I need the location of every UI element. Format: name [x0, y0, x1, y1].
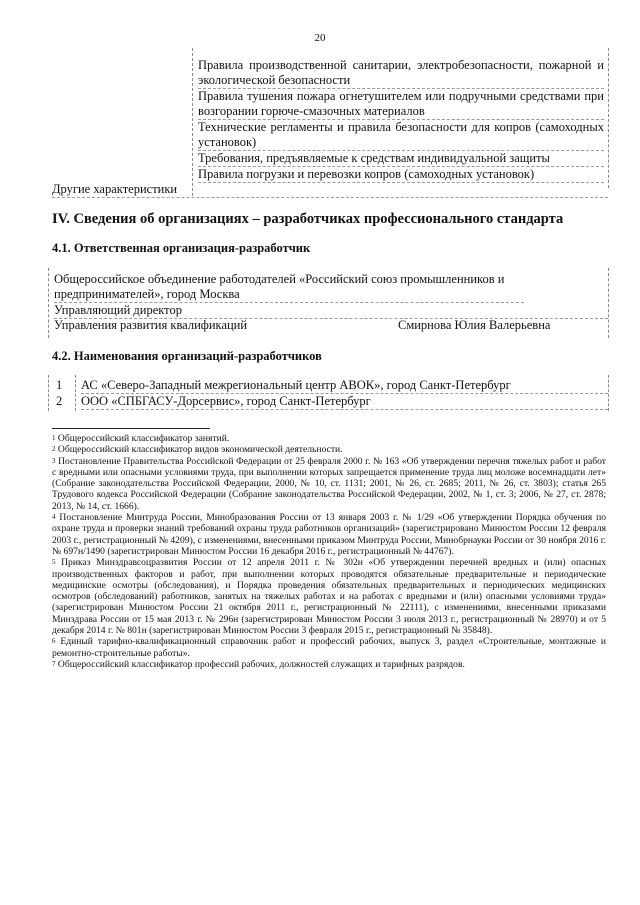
director-name: Смирнова Юлия Валерьевна	[398, 318, 551, 332]
subsection-42-title: 4.2. Наименования организаций-разработчиков	[52, 349, 322, 363]
table-row-value: Правила производственной санитарии, электробезопасности, пожарной и экологической безопасности	[198, 58, 604, 87]
footnote: $^5$ Приказ Минздравсоцразвития России от 12 апреля 2011 г. № 302н «Об утверждении перечней вредных и (или) опасных производственных факторов и работ, при выполнении которых проводятся обязательные предварительные и периодические медицинские осмотры (обследования), и Порядка проведения обязательных предварительных и периодических медицинских осмотров (обследований) работников, занятых на тяжелых работах и на работах с вредными и (или) опасными условиями труда» (зарегистрирован Минюстом России 21 октября 2011 г., регистрационный № 22111), с изменениями, внесенными приказами Минздрава России от 15 мая 2013 г. № 296н (зарегистрирован Минюстом России 3 июля 2013 г., регистрационный № 28970) и от 5 декабря 2014 г. № 801н (зарегистрирован Минюстом России 3 февраля 2015 г., регистрационный № 35848).	[52, 557, 606, 637]
footnote: $^2$ Общероссийский классификатор видов экономической деятельности.	[52, 444, 343, 456]
footnote: $^7$ Общероссийский классификатор профессий рабочих, должностей служащих и тарифных разрядов.	[52, 658, 465, 670]
footnote: $^3$ Постановление Правительства Российской Федерации от 25 февраля 2000 г. № 163 «Об утверждении перечня тяжелых работ и работ с вредными или опасными условиями труда, при выполнении которых запрещается применение труда лиц моложе восемнадцати лет» (Собрание законодательства Российской Федерации, 2000, № 10, ст. 1131; 2001, № 26, ст. 2685; 2011, № 26, ст. 3803); статья 265 Трудового кодекса Российской Федерации (Собрание законодательства Российской Федерации, 2002, № 1, ст. 3; 2006, № 27, ст. 2878; 2013, № 14, ст. 1666).	[52, 455, 606, 512]
footnotes	[52, 433, 606, 670]
footnote: $^4$ Постановление Минтруда России, Минобразования России от 13 января 2003 г. № 1/29 «Об утверждении Порядка обучения по охране труда и проверки знаний требований охраны труда работников организаций» (зарегистрировано Минюстом России 12 февраля 2003 г., регистрационный № 4209), с изменениями, внесенными приказом Минтруда России, Минобрнауки России от 30 ноября 2016 г. № 697н/1490 (зарегистрирован Минюстом России 16 декабря 2016 г., регистрационный № 44767).	[52, 512, 606, 557]
responsible-org-name: Общероссийское объединение работодателей «Российский союз промышленников и предпринимателей», город Москва	[54, 272, 524, 303]
director-position: Управляющий директор	[54, 303, 608, 319]
footnote-separator	[52, 428, 210, 429]
org-name: ООО «СПБГАСУ-Дорсервис», город Санкт-Петербург	[81, 394, 608, 410]
table-row-value: Требования, предъявляемые к средствам индивидуальной защиты	[198, 151, 604, 167]
director-department: Управления развития квалификаций	[54, 318, 248, 332]
footnote: $^6$ Единый тарифно-квалификационный справочник работ и профессий рабочих, выпуск 3, раздел «Строительные, монтажные и ремонтно-строительные работы».	[52, 636, 606, 659]
section-title: IV. Сведения об организациях – разработчиках профессионального стандарта	[52, 211, 564, 227]
org-name: АС «Северо-Западный межрегиональный центр АВОК», город Санкт-Петербург	[81, 378, 608, 394]
org-number: 2	[56, 394, 63, 408]
subsection-41-title: 4.1. Ответственная организация-разработчик	[52, 241, 311, 255]
org-number: 1	[56, 378, 63, 392]
footnote: $^1$ Общероссийский классификатор занятий.	[52, 433, 230, 444]
table-row-value: Правила тушения пожара огнетушителем или подручными средствами при возгорании горюче-смазочных материалов	[198, 89, 604, 118]
table-row-label: Другие характеристики	[52, 182, 608, 198]
table-row-value: Правила погрузки и перевозки копров (самоходных установок)	[198, 167, 604, 183]
table-row-value: Технические регламенты и правила безопасности для копров (самоходных установок)	[198, 120, 604, 149]
page-number: 20	[314, 32, 326, 44]
